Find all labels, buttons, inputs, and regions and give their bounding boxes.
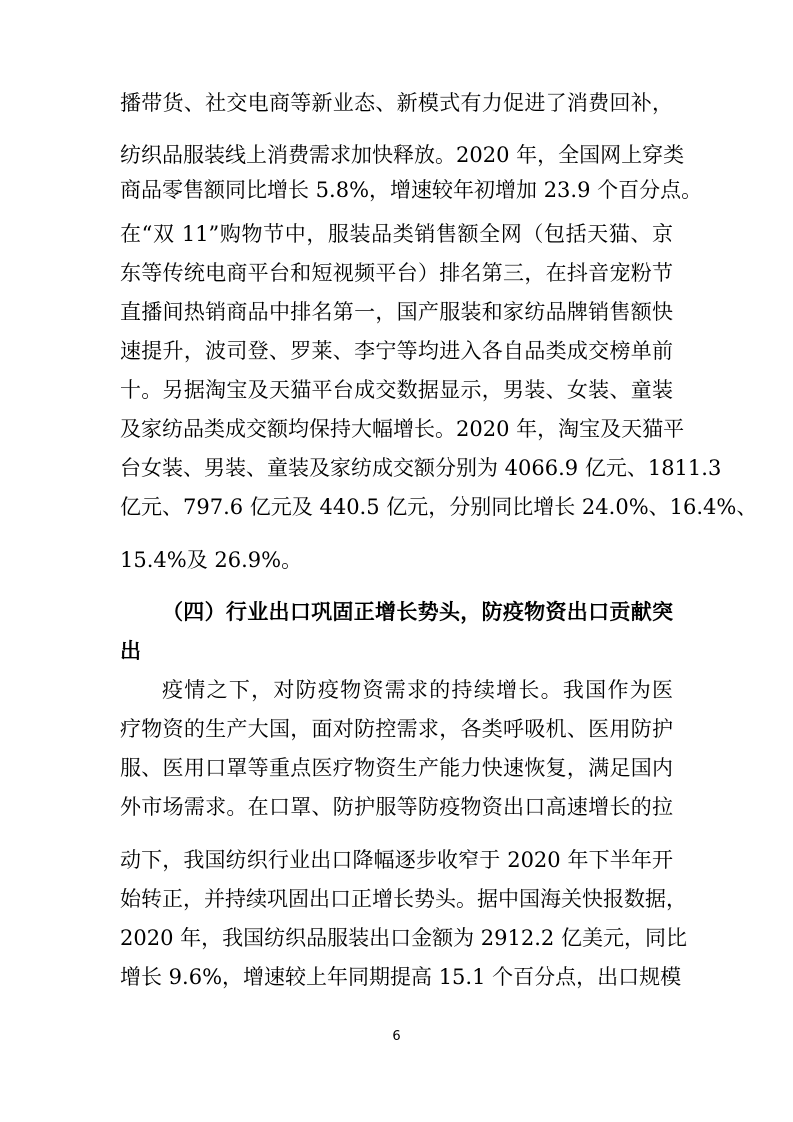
- text-line: 播带货、社交电商等新业态、新模式有力促进了消费回补，: [120, 91, 673, 115]
- text-line: 商品零售额同比增长 5.8%，增速较年初增加 23.9 个百分点。: [120, 178, 703, 202]
- text-line: 亿元、797.6 亿元及 440.5 亿元，分别同比增长 24.0%、16.4%、: [120, 495, 758, 519]
- text-line: 纺织品服装线上消费需求加快释放。2020 年，全国网上穿类: [120, 143, 685, 167]
- heading-line: 出: [120, 638, 141, 663]
- text-line: 在“双 11”购物节中，服装品类销售额全网（包括天猫、京: [120, 222, 673, 246]
- text-line: 15.4%及 26.9%。: [120, 548, 303, 572]
- text-line: 疫情之下，对防疫物资需求的持续增长。我国作为医: [162, 678, 673, 702]
- text-line: 服、医用口罩等重点医疗物资生产能力快速恢复，满足国内: [120, 756, 673, 780]
- text-line: 速提升，波司登、罗莱、李宁等均进入各自品类成交榜单前: [120, 339, 673, 363]
- text-line: 及家纺品类成交额均保持大幅增长。2020 年，淘宝及天猫平: [120, 417, 685, 441]
- page-number: 6: [392, 1029, 401, 1044]
- text-line: 台女装、男装、童装及家纺成交额分别为 4066.9 亿元、1811.3: [120, 456, 722, 480]
- text-line: 始转正，并持续巩固出口正增长势头。据中国海关快报数据，: [120, 887, 687, 911]
- text-line: 疗物资的生产大国，面对防控需求，各类呼吸机、医用防护: [120, 717, 673, 741]
- text-line: 东等传统电商平台和短视频平台）排名第三，在抖音宠粉节: [120, 261, 673, 285]
- text-line: 动下，我国纺织行业出口降幅逐步收窄于 2020 年下半年开: [120, 848, 673, 872]
- text-line: 增长 9.6%，增速较上年同期提高 15.1 个百分点，出口规模: [120, 965, 682, 989]
- heading-line: （四）行业出口巩固正增长势头，防疫物资出口贡献突: [162, 599, 673, 624]
- text-line: 2020 年，我国纺织品服装出口金额为 2912.2 亿美元，同比: [120, 926, 687, 950]
- text-line: 外市场需求。在口罩、防护服等防疫物资出口高速增长的拉: [120, 795, 673, 819]
- text-line: 直播间热销商品中排名第一，国产服装和家纺品牌销售额快: [120, 300, 673, 324]
- text-line: 十。另据淘宝及天猫平台成交数据显示，男装、女装、童装: [120, 378, 673, 402]
